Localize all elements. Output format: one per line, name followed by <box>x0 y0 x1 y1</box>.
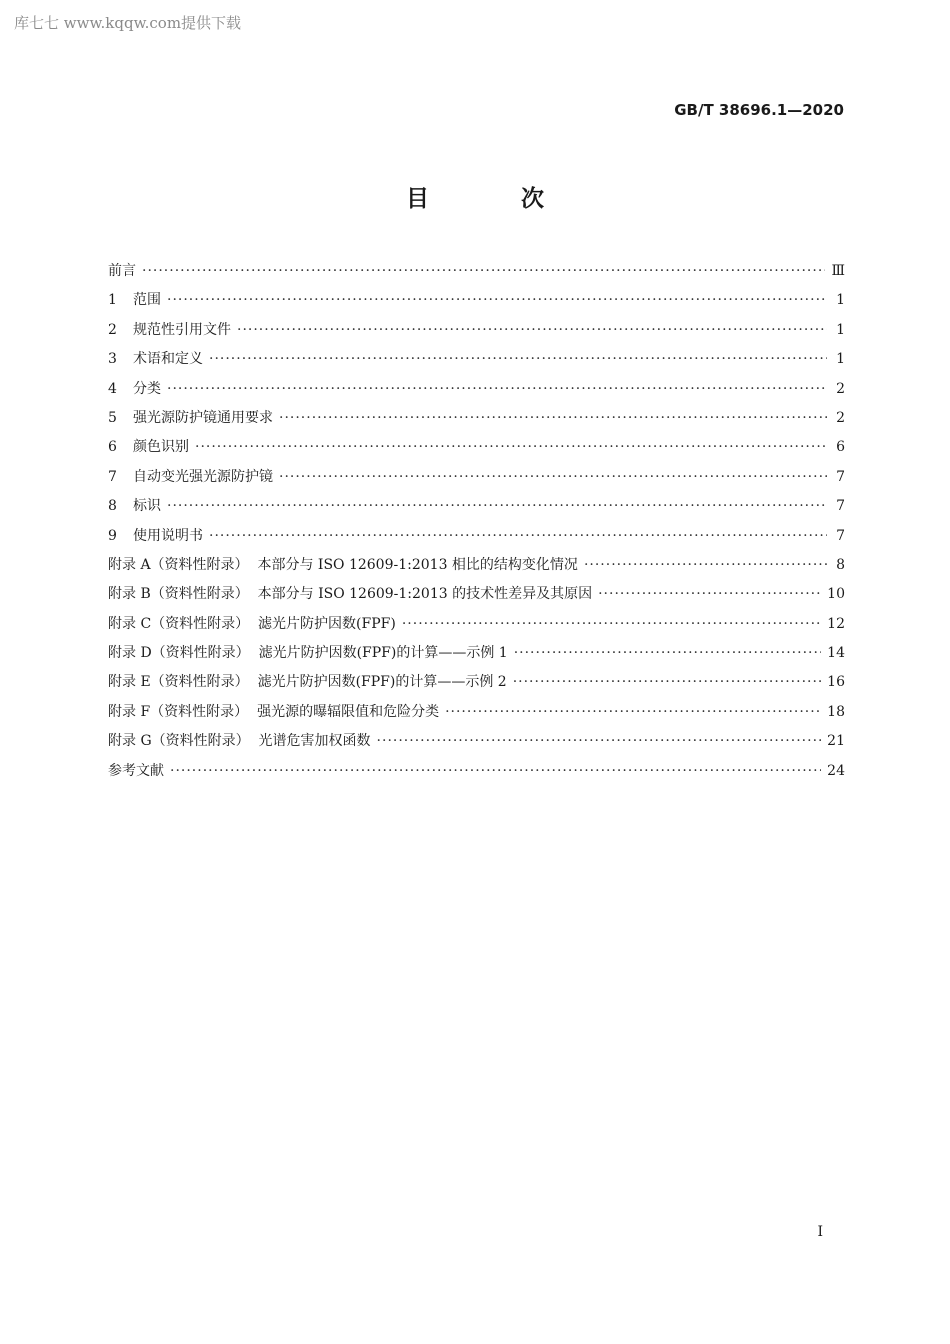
toc-entry-number: 7 <box>108 468 117 485</box>
toc-dot-leader <box>167 286 827 315</box>
toc-entry[interactable] <box>108 610 845 639</box>
toc-entry-label: 标识 <box>133 498 161 515</box>
toc-entry-page: 7 <box>836 468 845 485</box>
toc-entry[interactable] <box>108 757 845 786</box>
toc-entry[interactable] <box>108 551 845 580</box>
toc-entry-page: 2 <box>836 409 845 426</box>
toc-dot-leader <box>167 375 827 404</box>
toc-dot-leader <box>584 551 827 580</box>
toc-entry-number: 8 <box>108 498 117 515</box>
toc-entry-page: 1 <box>836 321 845 338</box>
toc-dot-leader <box>209 345 827 374</box>
toc-dot-leader <box>167 492 827 521</box>
toc-entry-page: 1 <box>836 292 845 309</box>
toc-entry[interactable] <box>108 433 845 462</box>
toc-dot-leader <box>142 257 825 286</box>
toc-entry-label: 附录 G（资料性附录） 光谱危害加权函数 <box>108 733 371 750</box>
toc-dot-leader <box>237 316 827 345</box>
toc-entry-label: 分类 <box>133 380 161 397</box>
toc-entry[interactable] <box>108 375 845 404</box>
toc-entry-page: 12 <box>827 615 845 632</box>
toc-entry-label: 规范性引用文件 <box>133 321 231 338</box>
standard-number: GB/T 38696.1—2020 <box>674 101 844 119</box>
toc-entry-page: 6 <box>836 439 845 456</box>
page-title: 目 次 <box>405 186 586 212</box>
toc-entry-page: Ⅲ <box>831 263 845 279</box>
toc-entry[interactable] <box>108 345 845 374</box>
toc-entry-number: 1 <box>108 292 117 309</box>
toc-entry-number: 6 <box>108 439 117 456</box>
toc-entry-page: 14 <box>827 645 845 662</box>
toc-dot-leader <box>279 463 827 492</box>
watermark-text: 库七七 www.kqqw.com提供下载 <box>14 14 242 32</box>
toc-entry-number: 4 <box>108 380 117 397</box>
toc-entry-number: 3 <box>108 351 117 368</box>
toc-entry[interactable] <box>108 257 845 286</box>
toc-entry[interactable] <box>108 580 845 609</box>
toc-entry-number: 9 <box>108 527 117 544</box>
toc-entry[interactable] <box>108 286 845 315</box>
toc-dot-leader <box>377 727 822 756</box>
toc-entry-page: 18 <box>827 703 845 720</box>
toc-entry[interactable] <box>108 522 845 551</box>
toc-entry[interactable] <box>108 492 845 521</box>
toc-entry-label: 术语和定义 <box>133 351 203 368</box>
toc-dot-leader <box>513 668 821 697</box>
toc-entry-page: 7 <box>836 498 845 515</box>
toc-dot-leader <box>195 433 827 462</box>
toc-entry-number: 5 <box>108 409 117 426</box>
toc-entry-page: 8 <box>836 556 845 573</box>
table-of-contents <box>108 257 845 786</box>
toc-entry-page: 10 <box>827 586 845 603</box>
toc-entry-number: 2 <box>108 321 117 338</box>
toc-dot-leader <box>170 757 821 786</box>
toc-entry-page: 21 <box>827 733 845 750</box>
toc-entry-label: 参考文献 <box>108 762 164 779</box>
toc-dot-leader <box>598 580 821 609</box>
toc-entry-label: 附录 A（资料性附录） 本部分与 ISO 12609-1:2013 相比的结构变化情况 <box>108 556 578 573</box>
toc-entry-label: 附录 D（资料性附录） 滤光片防护因数(FPF)的计算——示例 1 <box>108 645 508 662</box>
toc-entry[interactable] <box>108 727 845 756</box>
toc-entry[interactable] <box>108 668 845 697</box>
toc-dot-leader <box>445 698 821 727</box>
toc-entry-page: 1 <box>836 351 845 368</box>
toc-entry-page: 24 <box>827 762 845 779</box>
toc-entry[interactable] <box>108 698 845 727</box>
toc-entry-page: 7 <box>836 527 845 544</box>
toc-entry-page: 2 <box>836 380 845 397</box>
page-number: I <box>817 1224 823 1240</box>
toc-dot-leader <box>514 639 821 668</box>
toc-entry-label: 附录 B（资料性附录） 本部分与 ISO 12609-1:2013 的技术性差异及其原因 <box>108 586 593 603</box>
toc-entry-label: 附录 F（资料性附录） 强光源的曝辐限值和危险分类 <box>108 703 440 720</box>
toc-dot-leader <box>279 404 827 433</box>
toc-entry-label: 自动变光强光源防护镜 <box>133 468 273 485</box>
toc-entry-label: 范围 <box>133 292 161 309</box>
toc-entry-page: 16 <box>827 674 845 691</box>
toc-entry-label: 附录 E（资料性附录） 滤光片防护因数(FPF)的计算——示例 2 <box>108 674 507 691</box>
toc-entry-label: 附录 C（资料性附录） 滤光片防护因数(FPF) <box>108 615 396 632</box>
toc-entry-label: 强光源防护镜通用要求 <box>133 409 273 426</box>
toc-entry[interactable] <box>108 639 845 668</box>
toc-dot-leader <box>402 610 821 639</box>
toc-entry-label: 前言 <box>108 263 136 279</box>
toc-entry-label: 颜色识别 <box>133 439 189 456</box>
toc-entry[interactable] <box>108 463 845 492</box>
toc-dot-leader <box>209 522 827 551</box>
toc-entry-label: 使用说明书 <box>133 527 203 544</box>
toc-entry[interactable] <box>108 316 845 345</box>
toc-entry[interactable] <box>108 404 845 433</box>
